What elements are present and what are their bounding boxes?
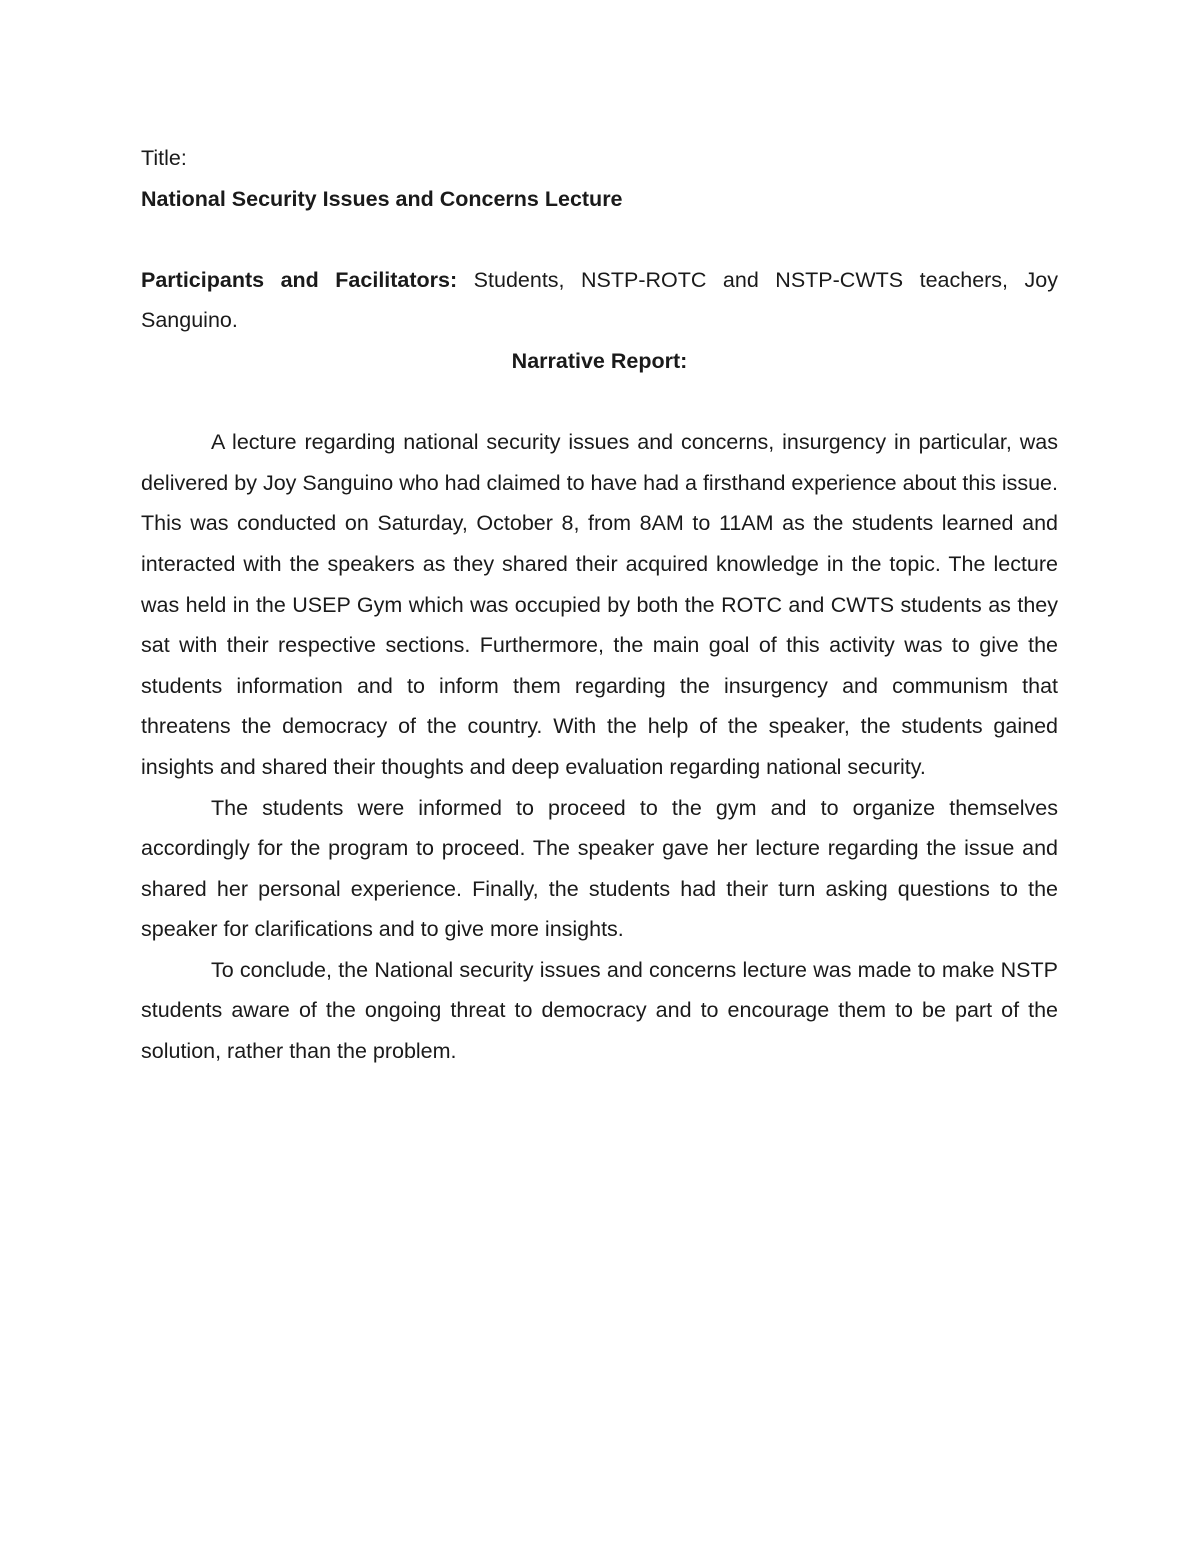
blank-line <box>141 219 1058 260</box>
narrative-paragraph-2: The students were informed to proceed to the gym and to organize themselves accordingly for the program to proceed. The speaker gave her lecture regarding the issue and shared her personal experience. Finally, the students had their turn asking questions to the speaker for clarifications and to give more insights. <box>141 795 1058 942</box>
document-title: National Security Issues and Concerns Lecture <box>141 186 623 211</box>
narrative-paragraph-3: To conclude, the National security issues and concerns lecture was made to make NSTP students aware of the ongoing threat to democracy and to encourage them to be part of the solution, rather than the problem. <box>141 957 1058 1064</box>
blank-line <box>141 382 1058 423</box>
title-label: Title: <box>141 146 187 170</box>
participants-line <box>141 260 1058 341</box>
document-body <box>141 138 1058 1072</box>
narrative-paragraph-1: A lecture regarding national security issues and concerns, insurgency in particular, was delivered by Joy Sanguino who had claimed to have had a firsthand experience about this issue. This was conducted on Saturday, October 8, from 8AM to 11AM as the students learned and interacted with the speakers as they shared their acquired knowledge in the topic. The lecture was held in the USEP Gym which was occupied by both the ROTC and CWTS students as they sat with their respective sections. Furthermore, the main goal of this activity was to give the students information and to inform them regarding the insurgency and communism that threatens the democracy of the country. With the help of the speaker, the students gained insights and shared their thoughts and deep evaluation regarding national security. <box>141 430 1058 779</box>
participants-text: Students, NSTP-ROTC and NSTP-CWTS teachers, Joy Sanguino. <box>141 267 1058 333</box>
participants-label: Participants and Facilitators: <box>141 267 458 292</box>
narrative-heading: Narrative Report: <box>511 348 688 373</box>
